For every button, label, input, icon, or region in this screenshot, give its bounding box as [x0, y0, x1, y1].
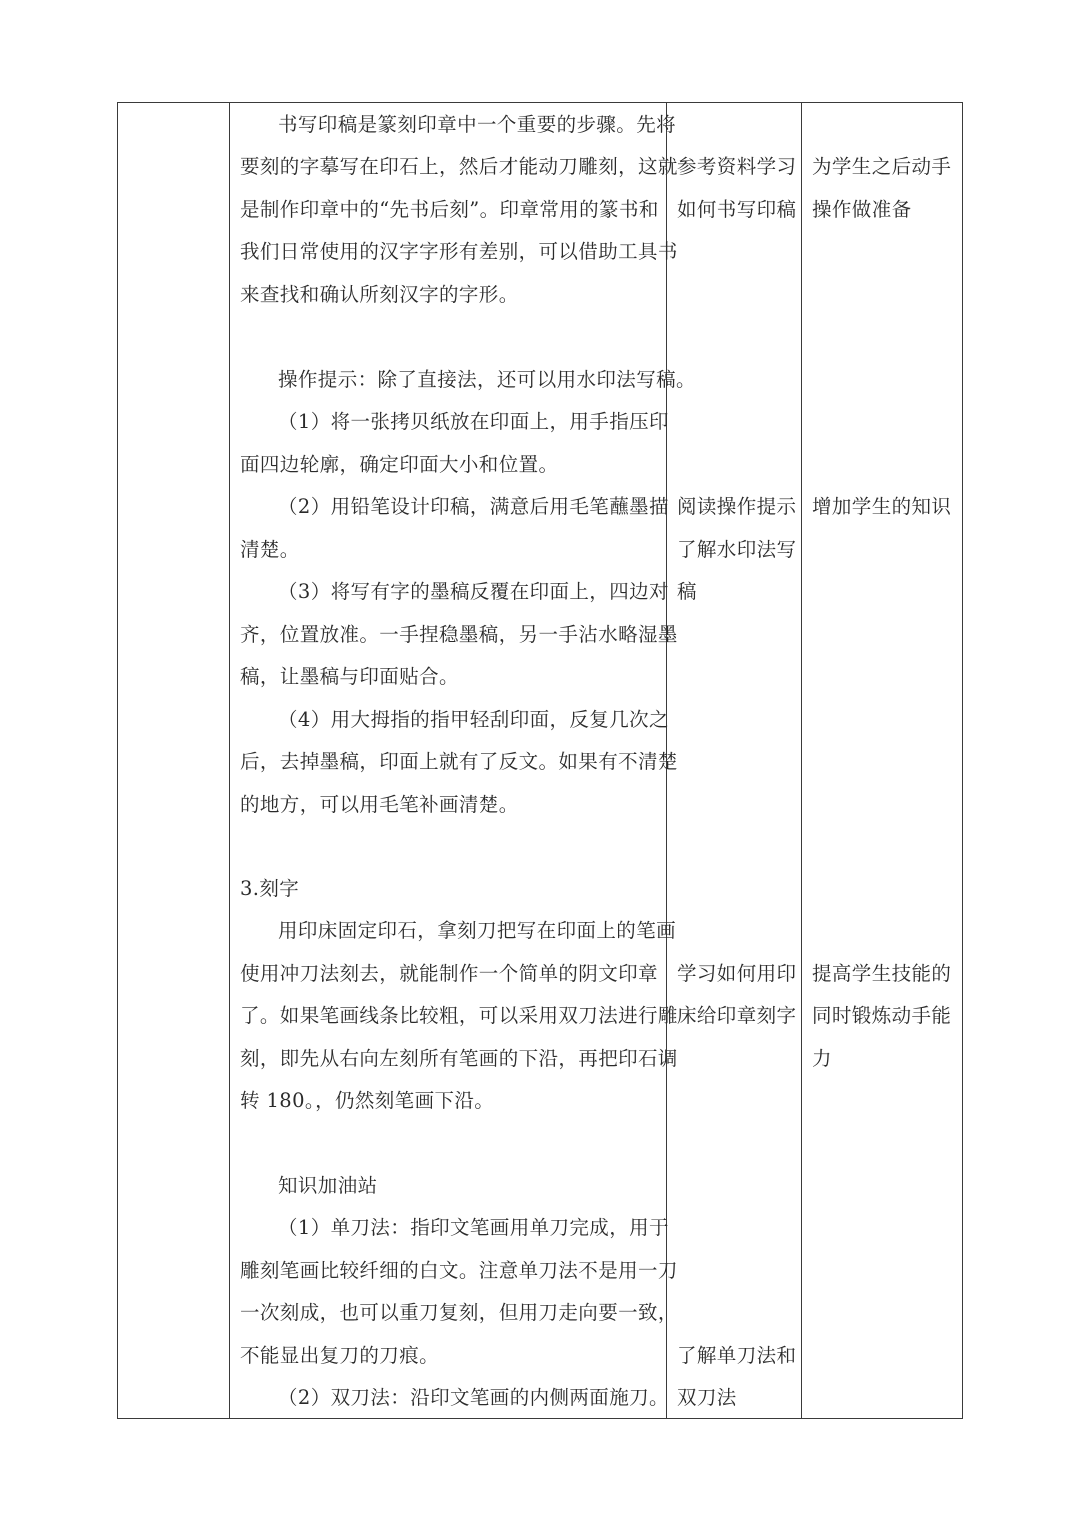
purpose-1-line-2: 操作做准备	[812, 198, 912, 221]
carve-paragraph-line-3: 了。如果笔画线条比较粗，可以采用双刀法进行雕	[240, 1004, 678, 1027]
writing-paragraph-line-5: 来查找和确认所刻汉字的字形。	[240, 283, 519, 306]
tip-1-line-1: （1）将一张拷贝纸放在印面上，用手指压印	[278, 410, 669, 433]
section-3-title: 3.刻字	[240, 877, 300, 900]
column-divider-1	[229, 102, 230, 1419]
purpose-3-line-3: 力	[812, 1047, 832, 1070]
tip-3-line-3: 稿，让墨稿与印面贴合。	[240, 665, 459, 688]
carve-paragraph-line-5: 转 180。，仍然刻笔画下沿。	[240, 1089, 495, 1112]
knowledge-2-line-1: （2）双刀法：沿印文笔画的内侧两面施刀。	[278, 1386, 669, 1409]
activity-1-line-2: 如何书写印稿	[677, 198, 797, 221]
purpose-3-line-2: 同时锻炼动手能	[812, 1004, 952, 1027]
purpose-3-line-1: 提高学生技能的	[812, 962, 952, 985]
tip-2-line-1: （2）用铅笔设计印稿，满意后用毛笔蘸墨描	[278, 495, 669, 518]
knowledge-title: 知识加油站	[278, 1174, 378, 1197]
knowledge-1-line-2: 雕刻笔画比较纤细的白文。注意单刀法不是用一刀	[240, 1259, 678, 1282]
carve-paragraph-line-4: 刻，即先从右向左刻所有笔画的下沿，再把印石调	[240, 1047, 678, 1070]
purpose-1-line-1: 为学生之后动手	[812, 155, 952, 178]
activity-4-line-1: 了解单刀法和	[677, 1344, 797, 1367]
writing-paragraph-line-1: 书写印稿是篆刻印章中一个重要的步骤。先将	[278, 113, 677, 136]
activity-4-line-2: 双刀法	[677, 1386, 737, 1409]
purpose-2-line-1: 增加学生的知识	[812, 495, 952, 518]
activity-1-line-1: 参考资料学习	[677, 155, 797, 178]
activity-3-line-2: 床给印章刻字	[677, 1004, 797, 1027]
writing-paragraph-line-3: 是制作印章中的“先书后刻”。印章常用的篆书和	[240, 198, 659, 221]
tip-title: 操作提示：除了直接法，还可以用水印法写稿。	[278, 368, 696, 391]
activity-2-line-1: 阅读操作提示	[677, 495, 797, 518]
tip-3-line-1: （3）将写有字的墨稿反覆在印面上，四边对	[278, 580, 669, 603]
knowledge-1-line-3: 一次刻成，也可以重刀复刻，但用刀走向要一致，	[240, 1301, 678, 1324]
tip-4-line-3: 的地方，可以用毛笔补画清楚。	[240, 793, 519, 816]
activity-2-line-2: 了解水印法写	[677, 538, 797, 561]
tip-4-line-1: （4）用大拇指的指甲轻刮印面，反复几次之	[278, 708, 669, 731]
writing-paragraph-line-4: 我们日常使用的汉字字形有差别，可以借助工具书	[240, 240, 678, 263]
tip-2-line-2: 清楚。	[240, 538, 300, 561]
carve-paragraph-line-1: 用印床固定印石，拿刻刀把写在印面上的笔画	[278, 919, 677, 942]
knowledge-1-line-4: 不能显出复刀的刀痕。	[240, 1344, 440, 1367]
writing-paragraph-line-2: 要刻的字摹写在印石上，然后才能动刀雕刻，这就	[240, 155, 678, 178]
tip-3-line-2: 齐，位置放准。一手捏稳墨稿，另一手沾水略湿墨	[240, 623, 678, 646]
tip-1-line-2: 面四边轮廓，确定印面大小和位置。	[240, 453, 559, 476]
activity-3-line-1: 学习如何用印	[677, 962, 797, 985]
tip-4-line-2: 后，去掉墨稿，印面上就有了反文。如果有不清楚	[240, 750, 678, 773]
activity-2-line-3: 稿	[677, 580, 697, 603]
knowledge-1-line-1: （1）单刀法：指印文笔画用单刀完成，用于	[278, 1216, 669, 1239]
column-divider-3	[801, 102, 802, 1419]
carve-paragraph-line-2: 使用冲刀法刻去，就能制作一个简单的阴文印章	[240, 962, 658, 985]
